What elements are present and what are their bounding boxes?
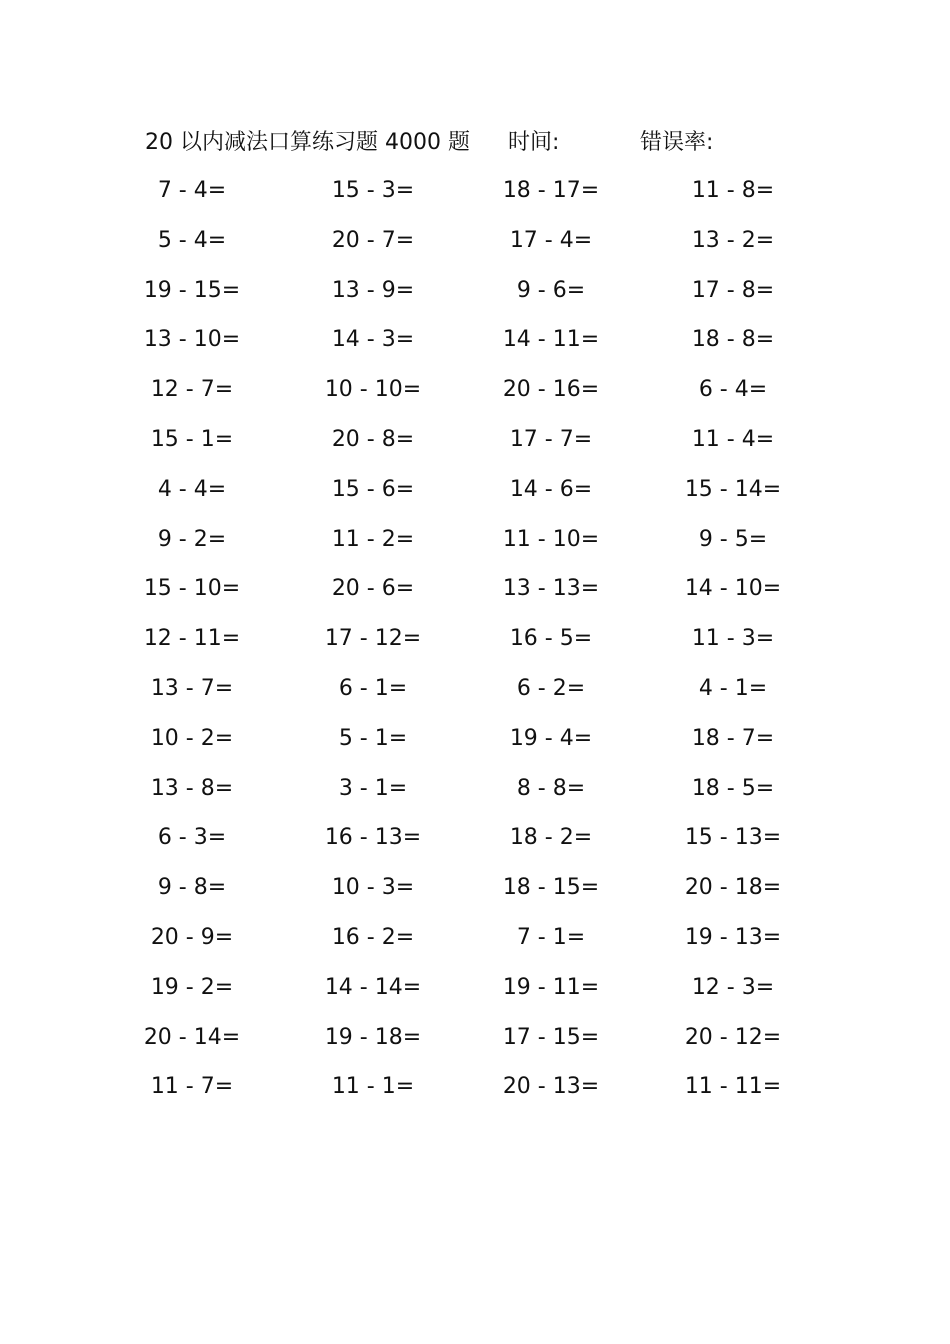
problem: 19 - 18= [324,1024,422,1050]
problem: 12 - 7= [150,377,234,403]
problem: 15 - 3= [331,178,415,203]
problem-row [0,515,950,565]
problem-row [0,714,950,764]
problem-row [0,365,950,415]
problem: 11 - 2= [331,526,415,552]
problem: 11 - 4= [691,426,775,452]
problem-row [0,415,950,465]
problem: 20 - 14= [143,1024,241,1050]
error-rate-label: 错误率: [640,130,714,155]
problem: 9 - 2= [157,526,227,552]
problem: 14 - 3= [331,327,415,353]
problem-row [0,813,950,863]
problem-row [0,315,950,365]
problem: 18 - 15= [502,875,600,901]
problem: 9 - 5= [698,526,768,552]
problem: 13 - 9= [331,277,415,303]
problem: 13 - 13= [502,576,600,602]
problem: 11 - 7= [150,1074,234,1100]
problem: 18 - 8= [691,327,775,353]
problem-row [0,1062,950,1112]
problem: 9 - 8= [157,875,227,901]
problem: 17 - 12= [324,626,422,652]
problem: 18 - 5= [691,775,775,801]
problem: 19 - 15= [143,277,241,303]
problem: 15 - 6= [331,476,415,502]
time-label: 时间: [508,130,560,155]
problem: 14 - 6= [509,476,593,502]
problem: 20 - 13= [502,1074,600,1100]
problem: 4 - 1= [698,675,768,701]
problem: 5 - 4= [157,227,227,253]
problem-row [0,963,950,1013]
problem: 18 - 7= [691,725,775,751]
problem: 3 - 1= [338,775,408,801]
problem: 18 - 17= [502,178,600,203]
problem-row [0,216,950,266]
problem-row [0,564,950,614]
problem: 6 - 2= [516,675,586,701]
problem-row [0,913,950,963]
problem: 20 - 8= [331,426,415,452]
problem: 15 - 14= [684,476,782,502]
problem: 16 - 2= [331,924,415,950]
problem: 20 - 9= [150,924,234,950]
problem: 12 - 11= [143,626,241,652]
problem: 11 - 3= [691,626,775,652]
problem-row [0,764,950,814]
problem: 11 - 11= [684,1074,782,1100]
problem: 6 - 1= [338,675,408,701]
problem: 15 - 13= [684,825,782,851]
problem: 10 - 2= [150,725,234,751]
problem: 11 - 1= [331,1074,415,1100]
problem-grid [0,166,950,1112]
problem: 6 - 3= [157,825,227,851]
problem: 20 - 18= [684,875,782,901]
problem-row [0,266,950,316]
worksheet-title: 20 以内减法口算练习题 4000 题 [145,130,470,155]
problem: 17 - 4= [509,227,593,253]
problem: 10 - 10= [324,377,422,403]
problem: 19 - 4= [509,725,593,751]
problem-row [0,166,950,216]
problem: 13 - 10= [143,327,241,353]
problem: 13 - 8= [150,775,234,801]
problem-row [0,863,950,913]
problem: 17 - 7= [509,426,593,452]
problem: 19 - 2= [150,974,234,1000]
problem: 15 - 10= [143,576,241,602]
problem-row [0,614,950,664]
problem: 17 - 8= [691,277,775,303]
problem: 13 - 7= [150,675,234,701]
problem: 4 - 4= [157,476,227,502]
problem: 16 - 13= [324,825,422,851]
problem: 20 - 7= [331,227,415,253]
problem: 19 - 13= [684,924,782,950]
problem-row [0,465,950,515]
problem: 11 - 8= [691,178,775,203]
worksheet-header [0,126,950,160]
problem: 8 - 8= [516,775,586,801]
problem: 14 - 14= [324,974,422,1000]
problem: 6 - 4= [698,377,768,403]
problem: 19 - 11= [502,974,600,1000]
problem-row [0,664,950,714]
problem: 20 - 12= [684,1024,782,1050]
problem: 5 - 1= [338,725,408,751]
problem: 11 - 10= [502,526,600,552]
problem: 10 - 3= [331,875,415,901]
problem: 16 - 5= [509,626,593,652]
problem: 7 - 4= [157,178,227,203]
problem: 13 - 2= [691,227,775,253]
problem-row [0,1013,950,1063]
problem: 15 - 1= [150,426,234,452]
problem: 12 - 3= [691,974,775,1000]
problem: 7 - 1= [516,924,586,950]
problem: 20 - 16= [502,377,600,403]
problem: 20 - 6= [331,576,415,602]
problem: 14 - 10= [684,576,782,602]
problem: 17 - 15= [502,1024,600,1050]
problem: 18 - 2= [509,825,593,851]
problem: 9 - 6= [516,277,586,303]
problem: 14 - 11= [502,327,600,353]
